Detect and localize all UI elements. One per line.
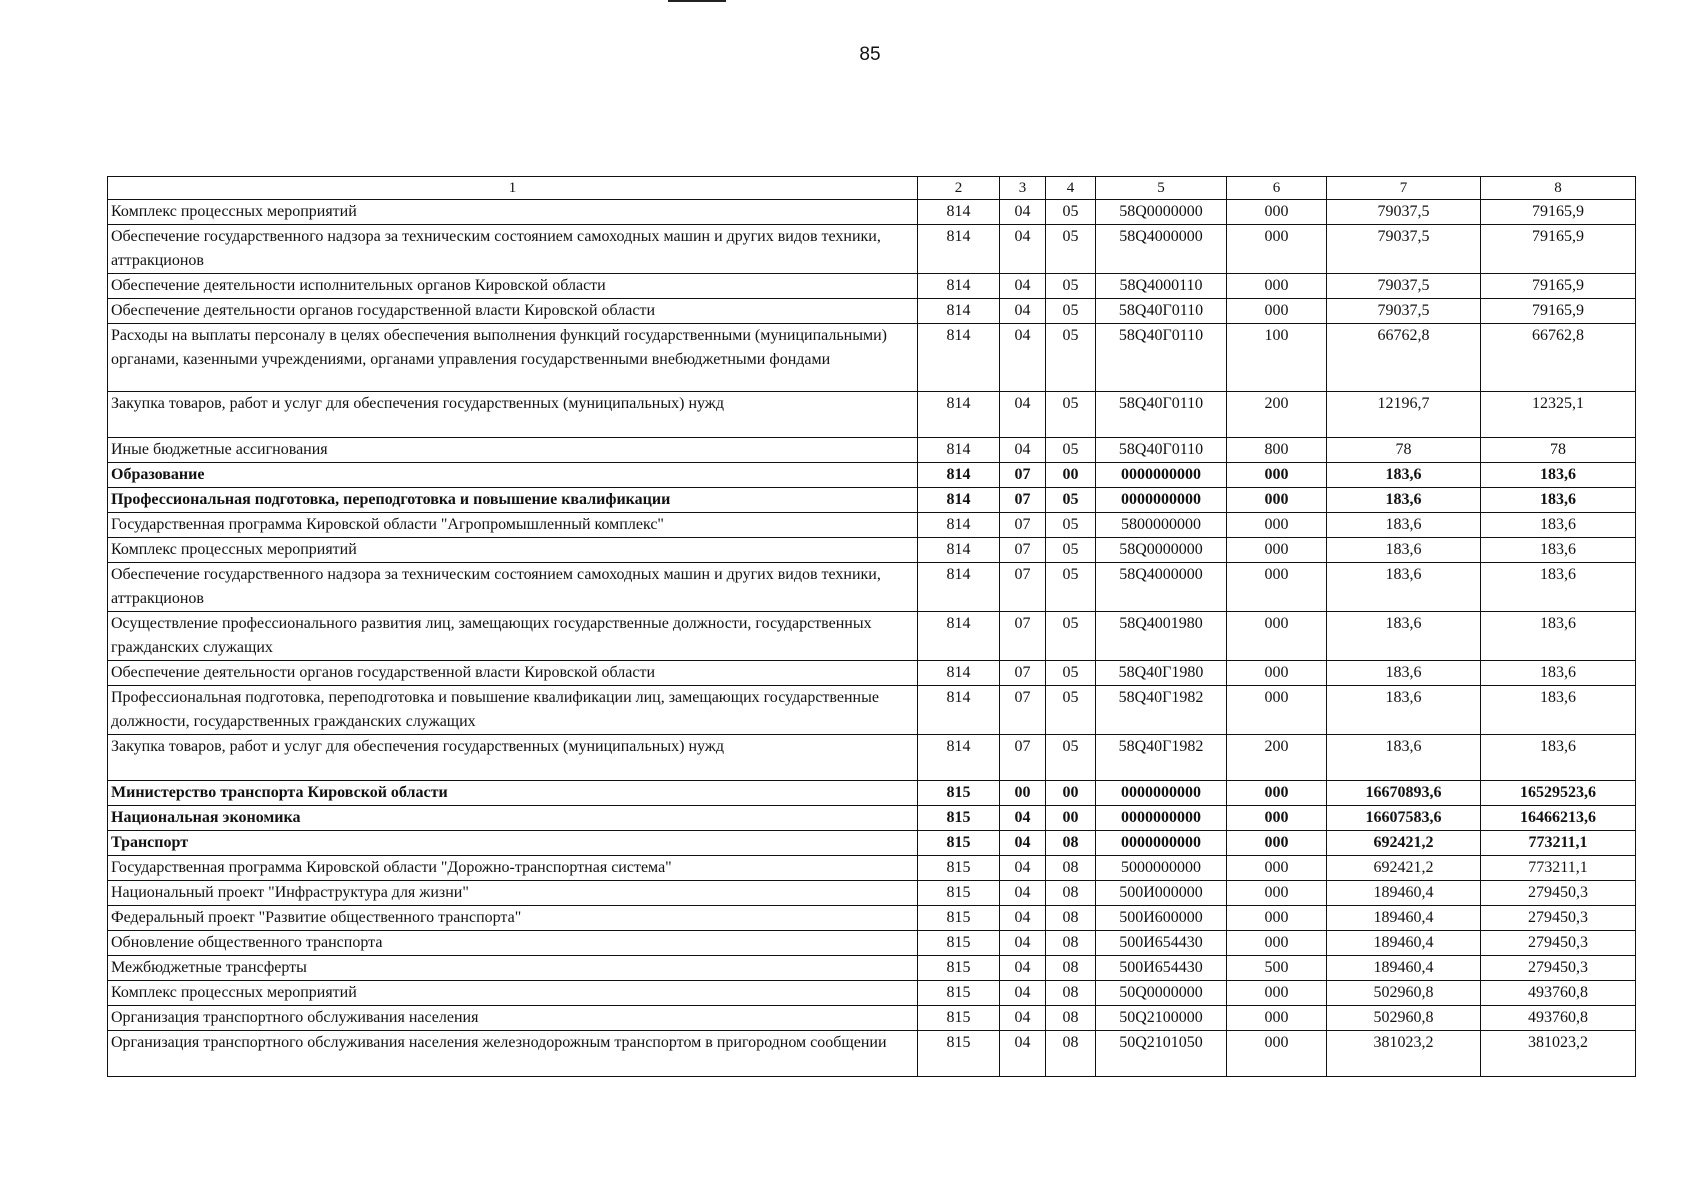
expense-type-cell: 000 xyxy=(1227,661,1327,686)
target-article-cell: 58Q40Г0110 xyxy=(1096,392,1227,438)
amount-year2-cell: 183,6 xyxy=(1481,563,1636,612)
amount-year2-cell: 183,6 xyxy=(1481,661,1636,686)
subsection-cell: 05 xyxy=(1046,686,1096,735)
target-article-cell: 0000000000 xyxy=(1096,488,1227,513)
section-cell: 07 xyxy=(1000,686,1046,735)
admin-code-cell: 815 xyxy=(918,906,1000,931)
admin-code-cell: 815 xyxy=(918,931,1000,956)
amount-year2-cell: 66762,8 xyxy=(1481,324,1636,392)
amount-year1-cell: 16670893,6 xyxy=(1327,781,1481,806)
amount-year2-cell: 279450,3 xyxy=(1481,881,1636,906)
table-row xyxy=(108,781,1636,806)
target-article-cell: 500И654430 xyxy=(1096,931,1227,956)
amount-year1-cell: 79037,5 xyxy=(1327,200,1481,225)
amount-year2-cell: 78 xyxy=(1481,438,1636,463)
expense-type-cell: 000 xyxy=(1227,563,1327,612)
amount-year1-cell: 692421,2 xyxy=(1327,831,1481,856)
item-name-cell: Иные бюджетные ассигнования xyxy=(108,438,918,463)
item-name-cell: Обеспечение деятельности исполнительных органов Кировской области xyxy=(108,274,918,299)
section-cell: 07 xyxy=(1000,612,1046,661)
item-name-cell: Обеспечение деятельности органов государственной власти Кировской области xyxy=(108,661,918,686)
amount-year1-cell: 183,6 xyxy=(1327,563,1481,612)
expense-type-cell: 500 xyxy=(1227,956,1327,981)
amount-year2-cell: 183,6 xyxy=(1481,488,1636,513)
item-name-cell: Министерство транспорта Кировской области xyxy=(108,781,918,806)
item-name-cell: Организация транспортного обслуживания населения xyxy=(108,1006,918,1031)
amount-year2-cell: 79165,9 xyxy=(1481,225,1636,274)
subsection-cell: 05 xyxy=(1046,513,1096,538)
target-article-cell: 500И654430 xyxy=(1096,956,1227,981)
expense-type-cell: 000 xyxy=(1227,299,1327,324)
admin-code-cell: 814 xyxy=(918,392,1000,438)
item-name-cell: Обновление общественного транспорта xyxy=(108,931,918,956)
item-name-cell: Обеспечение государственного надзора за техническим состоянием самоходных машин и других видов техники, аттракционов xyxy=(108,225,918,274)
section-cell: 04 xyxy=(1000,324,1046,392)
expense-type-cell: 000 xyxy=(1227,463,1327,488)
expense-type-cell: 200 xyxy=(1227,392,1327,438)
amount-year2-cell: 16529523,6 xyxy=(1481,781,1636,806)
admin-code-cell: 815 xyxy=(918,956,1000,981)
table-header-row xyxy=(108,177,1636,200)
admin-code-cell: 814 xyxy=(918,200,1000,225)
expense-type-cell: 000 xyxy=(1227,274,1327,299)
amount-year1-cell: 183,6 xyxy=(1327,463,1481,488)
item-name-cell: Закупка товаров, работ и услуг для обеспечения государственных (муниципальных) нужд xyxy=(108,735,918,781)
expense-type-cell: 000 xyxy=(1227,488,1327,513)
table-row xyxy=(108,661,1636,686)
table-row xyxy=(108,274,1636,299)
admin-code-cell: 814 xyxy=(918,661,1000,686)
target-article-cell: 58Q40Г1980 xyxy=(1096,661,1227,686)
section-cell: 04 xyxy=(1000,200,1046,225)
subsection-cell: 08 xyxy=(1046,906,1096,931)
expense-type-cell: 000 xyxy=(1227,1006,1327,1031)
subsection-cell: 08 xyxy=(1046,881,1096,906)
amount-year2-cell: 493760,8 xyxy=(1481,981,1636,1006)
amount-year2-cell: 773211,1 xyxy=(1481,831,1636,856)
admin-code-cell: 815 xyxy=(918,1031,1000,1077)
admin-code-cell: 815 xyxy=(918,981,1000,1006)
table-row xyxy=(108,200,1636,225)
section-cell: 04 xyxy=(1000,392,1046,438)
table-row xyxy=(108,513,1636,538)
section-cell: 04 xyxy=(1000,225,1046,274)
target-article-cell: 0000000000 xyxy=(1096,463,1227,488)
section-cell: 07 xyxy=(1000,661,1046,686)
amount-year1-cell: 183,6 xyxy=(1327,686,1481,735)
item-name-cell: Государственная программа Кировской области "Агропромышленный комплекс" xyxy=(108,513,918,538)
table-row xyxy=(108,1006,1636,1031)
admin-code-cell: 814 xyxy=(918,735,1000,781)
amount-year2-cell: 381023,2 xyxy=(1481,1031,1636,1077)
admin-code-cell: 815 xyxy=(918,856,1000,881)
amount-year1-cell: 16607583,6 xyxy=(1327,806,1481,831)
item-name-cell: Профессиональная подготовка, переподготовка и повышение квалификации xyxy=(108,488,918,513)
target-article-cell: 50Q0000000 xyxy=(1096,981,1227,1006)
expense-type-cell: 000 xyxy=(1227,200,1327,225)
header-cell: 6 xyxy=(1227,177,1327,200)
subsection-cell: 05 xyxy=(1046,274,1096,299)
admin-code-cell: 814 xyxy=(918,225,1000,274)
table-row xyxy=(108,856,1636,881)
target-article-cell: 58Q40Г1982 xyxy=(1096,735,1227,781)
subsection-cell: 08 xyxy=(1046,956,1096,981)
target-article-cell: 0000000000 xyxy=(1096,781,1227,806)
admin-code-cell: 815 xyxy=(918,781,1000,806)
table-row xyxy=(108,612,1636,661)
item-name-cell: Осуществление профессионального развития лиц, замещающих государственные должности, государственных гражданских служащих xyxy=(108,612,918,661)
table-row xyxy=(108,881,1636,906)
admin-code-cell: 814 xyxy=(918,274,1000,299)
subsection-cell: 05 xyxy=(1046,612,1096,661)
admin-code-cell: 814 xyxy=(918,463,1000,488)
amount-year2-cell: 12325,1 xyxy=(1481,392,1636,438)
top-edge-mark xyxy=(668,0,726,2)
item-name-cell: Национальная экономика xyxy=(108,806,918,831)
subsection-cell: 05 xyxy=(1046,438,1096,463)
header-cell: 1 xyxy=(108,177,918,200)
item-name-cell: Межбюджетные трансферты xyxy=(108,956,918,981)
header-cell: 2 xyxy=(918,177,1000,200)
section-cell: 04 xyxy=(1000,956,1046,981)
section-cell: 04 xyxy=(1000,806,1046,831)
table-row xyxy=(108,686,1636,735)
section-cell: 04 xyxy=(1000,906,1046,931)
target-article-cell: 50Q2100000 xyxy=(1096,1006,1227,1031)
amount-year1-cell: 79037,5 xyxy=(1327,225,1481,274)
table-row xyxy=(108,225,1636,274)
amount-year2-cell: 773211,1 xyxy=(1481,856,1636,881)
admin-code-cell: 815 xyxy=(918,1006,1000,1031)
section-cell: 00 xyxy=(1000,781,1046,806)
expense-type-cell: 000 xyxy=(1227,831,1327,856)
section-cell: 04 xyxy=(1000,274,1046,299)
amount-year2-cell: 279450,3 xyxy=(1481,956,1636,981)
admin-code-cell: 815 xyxy=(918,806,1000,831)
admin-code-cell: 814 xyxy=(918,563,1000,612)
expense-type-cell: 200 xyxy=(1227,735,1327,781)
admin-code-cell: 815 xyxy=(918,831,1000,856)
table-row xyxy=(108,538,1636,563)
amount-year1-cell: 189460,4 xyxy=(1327,931,1481,956)
admin-code-cell: 814 xyxy=(918,438,1000,463)
target-article-cell: 50Q2101050 xyxy=(1096,1031,1227,1077)
subsection-cell: 00 xyxy=(1046,806,1096,831)
expense-type-cell: 000 xyxy=(1227,612,1327,661)
table-row xyxy=(108,831,1636,856)
section-cell: 04 xyxy=(1000,1006,1046,1031)
amount-year1-cell: 189460,4 xyxy=(1327,956,1481,981)
expense-type-cell: 000 xyxy=(1227,781,1327,806)
table-row xyxy=(108,488,1636,513)
section-cell: 04 xyxy=(1000,831,1046,856)
target-article-cell: 500И000000 xyxy=(1096,881,1227,906)
subsection-cell: 08 xyxy=(1046,856,1096,881)
expense-type-cell: 000 xyxy=(1227,806,1327,831)
section-cell: 07 xyxy=(1000,463,1046,488)
section-cell: 04 xyxy=(1000,931,1046,956)
subsection-cell: 05 xyxy=(1046,735,1096,781)
amount-year2-cell: 279450,3 xyxy=(1481,931,1636,956)
table-row xyxy=(108,392,1636,438)
subsection-cell: 05 xyxy=(1046,392,1096,438)
amount-year2-cell: 183,6 xyxy=(1481,735,1636,781)
item-name-cell: Комплекс процессных мероприятий xyxy=(108,538,918,563)
amount-year2-cell: 16466213,6 xyxy=(1481,806,1636,831)
item-name-cell: Расходы на выплаты персоналу в целях обеспечения выполнения функций государственными (муниципальными) органами, казенными учреждениями, органами управления государственными внебюджетными фондами xyxy=(108,324,918,392)
expense-type-cell: 000 xyxy=(1227,686,1327,735)
table-row xyxy=(108,1031,1636,1077)
subsection-cell: 05 xyxy=(1046,563,1096,612)
section-cell: 04 xyxy=(1000,981,1046,1006)
header-cell: 5 xyxy=(1096,177,1227,200)
subsection-cell: 05 xyxy=(1046,299,1096,324)
amount-year1-cell: 183,6 xyxy=(1327,538,1481,563)
target-article-cell: 58Q0000000 xyxy=(1096,538,1227,563)
amount-year2-cell: 183,6 xyxy=(1481,538,1636,563)
amount-year1-cell: 183,6 xyxy=(1327,612,1481,661)
subsection-cell: 00 xyxy=(1046,463,1096,488)
section-cell: 07 xyxy=(1000,513,1046,538)
subsection-cell: 05 xyxy=(1046,324,1096,392)
item-name-cell: Обеспечение государственного надзора за техническим состоянием самоходных машин и других видов техники, аттракционов xyxy=(108,563,918,612)
table-row xyxy=(108,299,1636,324)
amount-year2-cell: 493760,8 xyxy=(1481,1006,1636,1031)
admin-code-cell: 814 xyxy=(918,538,1000,563)
amount-year2-cell: 279450,3 xyxy=(1481,906,1636,931)
admin-code-cell: 815 xyxy=(918,881,1000,906)
table-row xyxy=(108,463,1636,488)
target-article-cell: 0000000000 xyxy=(1096,831,1227,856)
subsection-cell: 08 xyxy=(1046,831,1096,856)
section-cell: 07 xyxy=(1000,488,1046,513)
subsection-cell: 08 xyxy=(1046,981,1096,1006)
expense-type-cell: 000 xyxy=(1227,906,1327,931)
header-cell: 8 xyxy=(1481,177,1636,200)
admin-code-cell: 814 xyxy=(918,324,1000,392)
section-cell: 04 xyxy=(1000,881,1046,906)
item-name-cell: Закупка товаров, работ и услуг для обеспечения государственных (муниципальных) нужд xyxy=(108,392,918,438)
amount-year1-cell: 183,6 xyxy=(1327,661,1481,686)
section-cell: 04 xyxy=(1000,299,1046,324)
item-name-cell: Транспорт xyxy=(108,831,918,856)
subsection-cell: 08 xyxy=(1046,1006,1096,1031)
subsection-cell: 05 xyxy=(1046,200,1096,225)
target-article-cell: 58Q40Г0110 xyxy=(1096,299,1227,324)
target-article-cell: 58Q40Г1982 xyxy=(1096,686,1227,735)
table-row xyxy=(108,438,1636,463)
table-row xyxy=(108,735,1636,781)
section-cell: 04 xyxy=(1000,438,1046,463)
expense-type-cell: 000 xyxy=(1227,1031,1327,1077)
subsection-cell: 08 xyxy=(1046,931,1096,956)
table-row xyxy=(108,563,1636,612)
expense-type-cell: 000 xyxy=(1227,881,1327,906)
amount-year1-cell: 189460,4 xyxy=(1327,906,1481,931)
table-row xyxy=(108,906,1636,931)
amount-year2-cell: 183,6 xyxy=(1481,612,1636,661)
expense-type-cell: 800 xyxy=(1227,438,1327,463)
amount-year1-cell: 189460,4 xyxy=(1327,881,1481,906)
item-name-cell: Образование xyxy=(108,463,918,488)
section-cell: 07 xyxy=(1000,563,1046,612)
header-cell: 4 xyxy=(1046,177,1096,200)
table-row xyxy=(108,324,1636,392)
amount-year1-cell: 381023,2 xyxy=(1327,1031,1481,1077)
item-name-cell: Обеспечение деятельности органов государственной власти Кировской области xyxy=(108,299,918,324)
admin-code-cell: 814 xyxy=(918,513,1000,538)
page-number: 85 xyxy=(859,44,881,65)
amount-year2-cell: 183,6 xyxy=(1481,686,1636,735)
amount-year1-cell: 66762,8 xyxy=(1327,324,1481,392)
item-name-cell: Государственная программа Кировской области "Дорожно-транспортная система" xyxy=(108,856,918,881)
amount-year1-cell: 502960,8 xyxy=(1327,1006,1481,1031)
section-cell: 07 xyxy=(1000,538,1046,563)
item-name-cell: Комплекс процессных мероприятий xyxy=(108,200,918,225)
subsection-cell: 00 xyxy=(1046,781,1096,806)
target-article-cell: 58Q40Г0110 xyxy=(1096,324,1227,392)
amount-year1-cell: 183,6 xyxy=(1327,488,1481,513)
target-article-cell: 5800000000 xyxy=(1096,513,1227,538)
subsection-cell: 05 xyxy=(1046,538,1096,563)
amount-year2-cell: 79165,9 xyxy=(1481,274,1636,299)
target-article-cell: 58Q4000000 xyxy=(1096,225,1227,274)
admin-code-cell: 814 xyxy=(918,612,1000,661)
target-article-cell: 58Q40Г0110 xyxy=(1096,438,1227,463)
item-name-cell: Организация транспортного обслуживания населения железнодорожным транспортом в пригородном сообщении xyxy=(108,1031,918,1077)
amount-year2-cell: 183,6 xyxy=(1481,513,1636,538)
subsection-cell: 05 xyxy=(1046,661,1096,686)
expense-type-cell: 000 xyxy=(1227,981,1327,1006)
section-cell: 04 xyxy=(1000,1031,1046,1077)
amount-year2-cell: 79165,9 xyxy=(1481,299,1636,324)
table-row xyxy=(108,931,1636,956)
admin-code-cell: 814 xyxy=(918,488,1000,513)
item-name-cell: Профессиональная подготовка, переподготовка и повышение квалификации лиц, замещающих государственные должности, государственных гражданских служащих xyxy=(108,686,918,735)
amount-year1-cell: 183,6 xyxy=(1327,513,1481,538)
expense-type-cell: 000 xyxy=(1227,513,1327,538)
header-cell: 3 xyxy=(1000,177,1046,200)
target-article-cell: 58Q4000110 xyxy=(1096,274,1227,299)
amount-year1-cell: 502960,8 xyxy=(1327,981,1481,1006)
expense-type-cell: 000 xyxy=(1227,931,1327,956)
expense-type-cell: 000 xyxy=(1227,538,1327,563)
expense-type-cell: 000 xyxy=(1227,856,1327,881)
subsection-cell: 05 xyxy=(1046,225,1096,274)
amount-year2-cell: 79165,9 xyxy=(1481,200,1636,225)
target-article-cell: 58Q4000000 xyxy=(1096,563,1227,612)
amount-year1-cell: 12196,7 xyxy=(1327,392,1481,438)
table-row xyxy=(108,981,1636,1006)
admin-code-cell: 814 xyxy=(918,299,1000,324)
expense-type-cell: 100 xyxy=(1227,324,1327,392)
section-cell: 04 xyxy=(1000,856,1046,881)
target-article-cell: 5000000000 xyxy=(1096,856,1227,881)
target-article-cell: 58Q0000000 xyxy=(1096,200,1227,225)
target-article-cell: 58Q4001980 xyxy=(1096,612,1227,661)
subsection-cell: 05 xyxy=(1046,488,1096,513)
amount-year1-cell: 79037,5 xyxy=(1327,299,1481,324)
expense-type-cell: 000 xyxy=(1227,225,1327,274)
amount-year1-cell: 692421,2 xyxy=(1327,856,1481,881)
subsection-cell: 08 xyxy=(1046,1031,1096,1077)
budget-table xyxy=(107,176,1636,1077)
section-cell: 07 xyxy=(1000,735,1046,781)
target-article-cell: 0000000000 xyxy=(1096,806,1227,831)
amount-year1-cell: 183,6 xyxy=(1327,735,1481,781)
table-row xyxy=(108,806,1636,831)
admin-code-cell: 814 xyxy=(918,686,1000,735)
item-name-cell: Национальный проект "Инфраструктура для жизни" xyxy=(108,881,918,906)
item-name-cell: Комплекс процессных мероприятий xyxy=(108,981,918,1006)
item-name-cell: Федеральный проект "Развитие общественного транспорта" xyxy=(108,906,918,931)
table-row xyxy=(108,956,1636,981)
target-article-cell: 500И600000 xyxy=(1096,906,1227,931)
amount-year1-cell: 79037,5 xyxy=(1327,274,1481,299)
header-cell: 7 xyxy=(1327,177,1481,200)
amount-year1-cell: 78 xyxy=(1327,438,1481,463)
amount-year2-cell: 183,6 xyxy=(1481,463,1636,488)
